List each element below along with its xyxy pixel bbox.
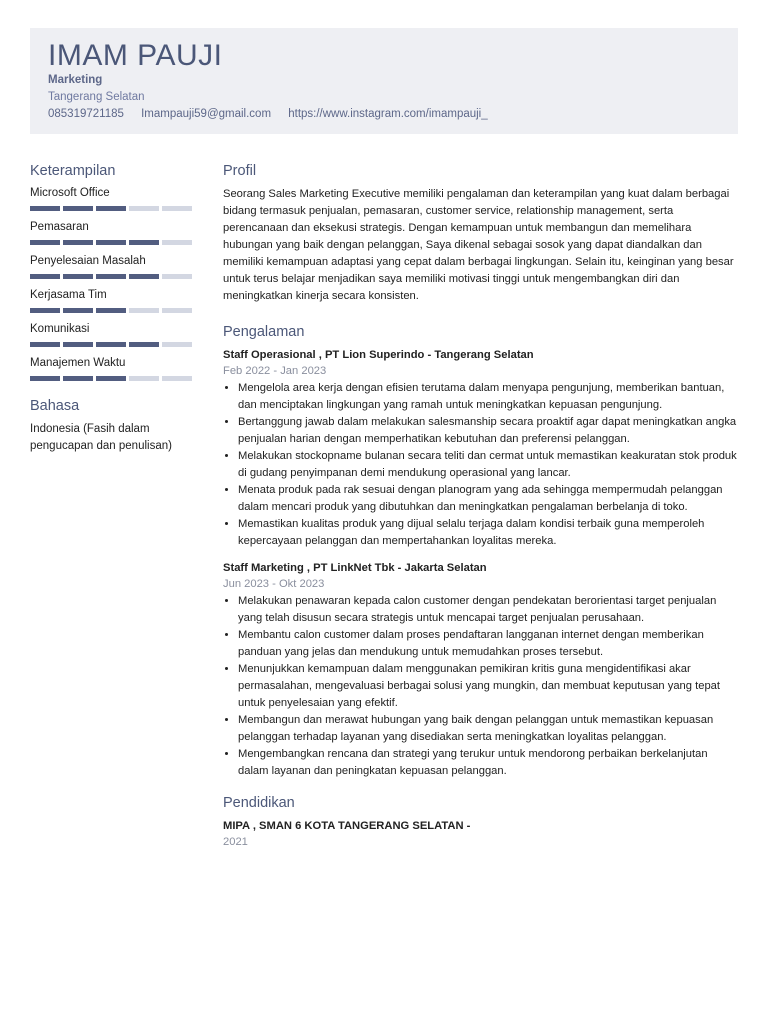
email-address[interactable]: Imampauji59@gmail.com bbox=[141, 108, 272, 120]
profile-text: Seorang Sales Marketing Executive memiliki pengalaman dan keterampilan yang kuat dalam berbagai bidang termasuk penjualan, pemasaran, customer service, relationship management, serta perencanaan dan eksekusi strategis. Dengan kemampuan untuk membangun dan memelihara hubungan yang baik dengan pelanggan, Saya dikenal sebagai sosok yang dapat diandalkan dan memiliki kemampuan adaptasi yang cepat dalam berbagai lingkungan. Selain itu, keinginan yang besar untuk terus belajar menjadikan saya memiliki motivasi tinggi untuk mengembangkan diri dan meningkatkan kinerja secara konsisten. bbox=[223, 188, 734, 302]
skill-level-segment-empty bbox=[129, 308, 159, 313]
skill-level-segment-filled bbox=[63, 342, 93, 347]
skill-level-segment-filled bbox=[63, 240, 93, 245]
skill-level-segment-filled bbox=[30, 376, 60, 381]
job-date: Jun 2023 - Okt 2023 bbox=[223, 578, 325, 590]
job-heading: Staff Operasional , PT Lion Superindo - Tangerang Selatan bbox=[223, 349, 534, 361]
experience-entry bbox=[223, 347, 741, 550]
skills-list bbox=[30, 186, 195, 381]
skill-level-segment-empty bbox=[162, 308, 192, 313]
job-bullet: • Bertanggung jawab dalam melakukan salesmanship secara proaktif agar dapat meningkatkan angka penjualan harian dengan memperhatikan kebutuhan dan preferensi pelanggan. bbox=[238, 414, 741, 448]
skill-label: Kerjasama Tim bbox=[30, 289, 107, 301]
skill-level-segment-empty bbox=[129, 206, 159, 211]
skill-level-segment-empty bbox=[129, 376, 159, 381]
skill-level-bar bbox=[30, 240, 195, 245]
skill-level-segment-empty bbox=[162, 342, 192, 347]
education-heading: MIPA , SMAN 6 KOTA TANGERANG SELATAN - bbox=[223, 820, 471, 832]
skill-label: Manajemen Waktu bbox=[30, 357, 126, 369]
skill-level-segment-filled bbox=[63, 376, 93, 381]
location: Tangerang Selatan bbox=[48, 91, 145, 103]
skill-level-segment-filled bbox=[63, 274, 93, 279]
job-bullets bbox=[223, 380, 741, 550]
job-bullet: • Melakukan stockopname bulanan secara teliti dan cermat untuk memastikan keakuratan stok produk di gudang penyimpanan demi mendukung operasional yang lancar. bbox=[238, 448, 741, 482]
skill-level-bar bbox=[30, 376, 195, 381]
skill-level-segment-empty bbox=[162, 240, 192, 245]
skill-label: Microsoft Office bbox=[30, 187, 110, 199]
contact-line bbox=[48, 108, 502, 120]
skill-level-segment-filled bbox=[96, 308, 126, 313]
skill-level-segment-filled bbox=[30, 308, 60, 313]
skill-level-segment-empty bbox=[162, 376, 192, 381]
phone-number: 085319721185 bbox=[48, 108, 124, 120]
skill-level-segment-filled bbox=[129, 342, 159, 347]
job-bullet: • Membangun dan merawat hubungan yang baik dengan pelanggan untuk memastikan kepuasan pelanggan terhadap layanan yang disediakan serta meningkatkan loyalitas pelanggan. bbox=[238, 712, 741, 746]
skill-level-segment-filled bbox=[63, 206, 93, 211]
job-bullet: • Melakukan penawaran kepada calon customer dengan pendekatan berorientasi target penjualan yang telah disusun secara strategis untuk mencapai target penjualan perusahaan. bbox=[238, 593, 741, 627]
job-title: Marketing bbox=[48, 74, 103, 86]
resume-header bbox=[30, 28, 738, 134]
languages-title: Bahasa bbox=[30, 398, 80, 414]
skill-label: Penyelesaian Masalah bbox=[30, 255, 146, 267]
skill-level-segment-filled bbox=[96, 274, 126, 279]
skill-level-bar bbox=[30, 274, 195, 279]
left-column bbox=[30, 162, 195, 455]
skill-item bbox=[30, 186, 195, 211]
job-date: Feb 2022 - Jan 2023 bbox=[223, 365, 327, 377]
education-date: 2021 bbox=[223, 836, 248, 848]
experience-entry bbox=[223, 560, 741, 780]
instagram-link[interactable]: https://www.instagram.com/imampauji_ bbox=[288, 108, 488, 120]
job-bullets bbox=[223, 593, 741, 780]
skill-level-segment-filled bbox=[96, 342, 126, 347]
skill-level-bar bbox=[30, 206, 195, 211]
skill-level-segment-filled bbox=[30, 342, 60, 347]
skill-item bbox=[30, 220, 195, 245]
skills-title: Keterampilan bbox=[30, 163, 116, 179]
experience-title: Pengalaman bbox=[223, 324, 305, 340]
job-bullet: • Membantu calon customer dalam proses pendaftaran langganan internet dengan memberikan panduan yang jelas dan mendukung untuk memudahkan proses tersebut. bbox=[238, 627, 741, 661]
right-column bbox=[223, 162, 741, 851]
skill-level-segment-filled bbox=[129, 240, 159, 245]
profile-title: Profil bbox=[223, 163, 257, 179]
skill-level-bar bbox=[30, 308, 195, 313]
skill-level-segment-filled bbox=[96, 240, 126, 245]
job-heading: Staff Marketing , PT LinkNet Tbk - Jakarta Selatan bbox=[223, 562, 487, 574]
candidate-name: IMAM PAUJI bbox=[48, 39, 223, 72]
skill-level-segment-filled bbox=[96, 376, 126, 381]
job-bullet: • Mengelola area kerja dengan efisien terutama dalam menyapa pengunjung, memberikan bantuan, dan menciptakan lingkungan yang ramah untuk meningkatkan kepuasan pengunjung. bbox=[238, 380, 741, 414]
job-bullet: • Menata produk pada rak sesuai dengan planogram yang ada sehingga mempermudah pelanggan dalam mencari produk yang dibutuhkan dan meningkatkan pengalaman berbelanja di toko. bbox=[238, 482, 741, 516]
skill-level-segment-empty bbox=[162, 206, 192, 211]
skill-level-segment-filled bbox=[30, 206, 60, 211]
skill-level-segment-filled bbox=[30, 274, 60, 279]
job-bullet: • Menunjukkan kemampuan dalam menggunakan pemikiran kritis guna mengidentifikasi akar permasalahan, mengevaluasi berbagai solusi yang mungkin, dan membuat keputusan yang tepat untuk penyelesaian yang efektif. bbox=[238, 661, 741, 712]
skill-level-segment-empty bbox=[162, 274, 192, 279]
skill-item bbox=[30, 254, 195, 279]
job-bullet: • Memastikan kualitas produk yang dijual selalu terjaga dalam kondisi terbaik guna memperoleh kepercayaan pelanggan dan mempertahankan loyalitas mereka. bbox=[238, 516, 741, 550]
education-title: Pendidikan bbox=[223, 795, 295, 811]
skill-item bbox=[30, 322, 195, 347]
language-item: Indonesia (Fasih dalam pengucapan dan penulisan) bbox=[30, 423, 172, 452]
skill-level-segment-filled bbox=[63, 308, 93, 313]
skill-label: Pemasaran bbox=[30, 221, 89, 233]
skill-level-segment-filled bbox=[30, 240, 60, 245]
skill-item bbox=[30, 288, 195, 313]
skill-level-segment-filled bbox=[129, 274, 159, 279]
skill-level-bar bbox=[30, 342, 195, 347]
skill-level-segment-filled bbox=[96, 206, 126, 211]
job-bullet: • Mengembangkan rencana dan strategi yang terukur untuk mendorong perbaikan berkelanjutan dalam layanan dan peningkatan kepuasan pelanggan. bbox=[238, 746, 741, 780]
skill-item bbox=[30, 356, 195, 381]
skill-label: Komunikasi bbox=[30, 323, 90, 335]
